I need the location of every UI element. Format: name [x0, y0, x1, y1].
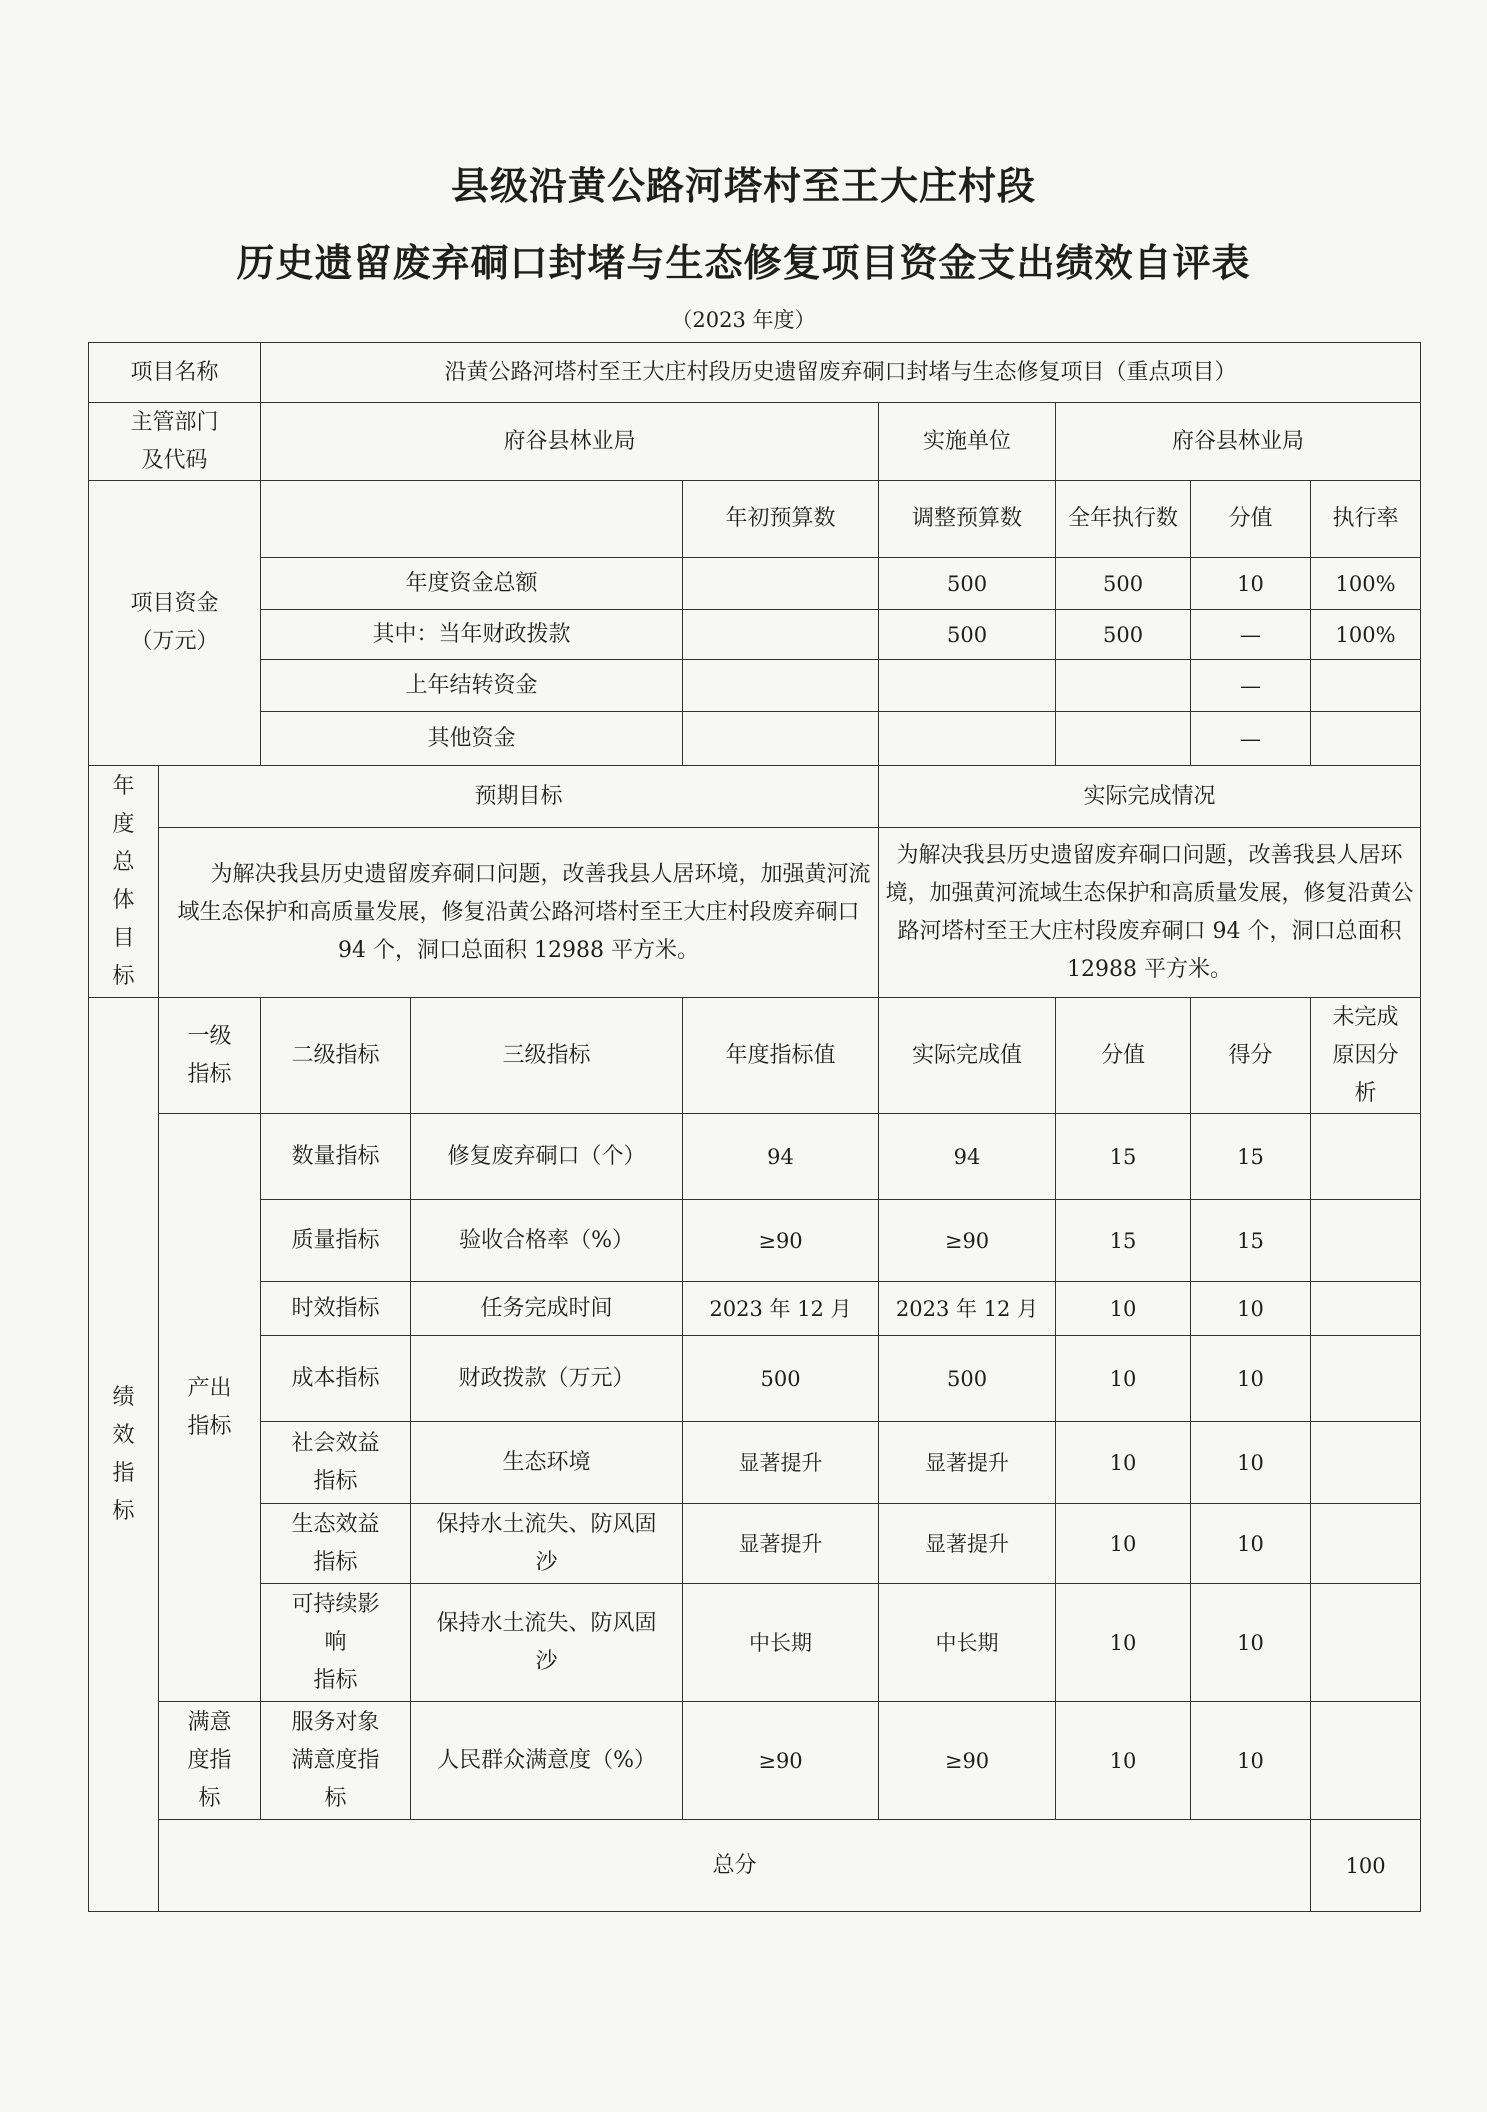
- level1-header: [159, 998, 261, 1114]
- funds-executed: 500: [1056, 558, 1191, 610]
- indicator-header-row: [89, 998, 1421, 1114]
- level2-indicator-line: 生态效益: [291, 1511, 380, 1537]
- year-label: （2023 年度）: [671, 308, 816, 332]
- funds-executed: 500: [1056, 610, 1191, 660]
- indicator-row: [89, 1282, 1421, 1336]
- level1-label-line: 标: [198, 1785, 221, 1811]
- level3-header: 三级指标: [411, 998, 683, 1114]
- expected-goal-text: 为解决我县历史遗留废弃硐口问题，改善我县人居环境，加强黄河流域生态保护和高质量发展，修复沿黄公路河塔村至王大庄村段废弃硐口 94 个，洞口总面积 12988 平方米。: [159, 828, 879, 998]
- incomplete-reason: [1311, 1702, 1421, 1820]
- goals-label-char: 年: [112, 773, 135, 799]
- project-name-row: [89, 343, 1421, 403]
- level2-indicator: [261, 1584, 411, 1702]
- funds-initial: [683, 712, 879, 766]
- level3-indicator: [411, 1282, 683, 1336]
- funds-row-name: 其他资金: [261, 712, 683, 766]
- level3-indicator-line: 沙: [535, 1549, 558, 1575]
- level2-indicator: [261, 1702, 411, 1820]
- funds-initial: [683, 660, 879, 712]
- level3-indicator: [411, 1584, 683, 1702]
- annual-target: 2023 年 12 月: [683, 1282, 879, 1336]
- level2-indicator: [261, 1504, 411, 1584]
- funds-header-blank: [261, 481, 683, 558]
- goals-label-char: 度: [112, 811, 135, 837]
- level2-indicator-line: 社会效益: [291, 1430, 380, 1456]
- level3-indicator: [411, 1336, 683, 1422]
- incomplete-reason: [1311, 1504, 1421, 1584]
- funds-header-row: [89, 481, 1421, 558]
- level3-indicator-line: 财政拨款（万元）: [458, 1365, 635, 1391]
- level2-indicator-line: 可持续影: [291, 1591, 380, 1617]
- indicator-score-value: 10: [1056, 1702, 1191, 1820]
- incomplete-reason: [1311, 1422, 1421, 1504]
- level3-indicator-line: 任务完成时间: [480, 1295, 613, 1321]
- funds-adjusted: 500: [879, 610, 1056, 660]
- level3-indicator-line: 保持水土流失、防风固: [436, 1610, 657, 1636]
- indicators-label-char: 绩: [112, 1384, 135, 1410]
- expected-goal-header: 预期目标: [159, 766, 879, 828]
- level3-indicator: [411, 1114, 683, 1200]
- indicators-label-char: 指: [112, 1460, 135, 1486]
- implementing-unit-value: 府谷县林业局: [1056, 403, 1421, 481]
- level1-label-line: 满意: [187, 1709, 232, 1735]
- indicator-score: 10: [1191, 1584, 1311, 1702]
- total-score: 100: [1311, 1820, 1421, 1912]
- funds-score-value: —: [1191, 712, 1311, 766]
- level2-indicator-line: 成本指标: [291, 1365, 380, 1391]
- level2-indicator-line: 指标: [313, 1667, 358, 1693]
- funds-initial: [683, 558, 879, 610]
- level3-indicator-line: 人民群众满意度（%）: [437, 1747, 656, 1773]
- indicators-label-char: 标: [112, 1498, 135, 1524]
- self-evaluation-table: [88, 342, 1421, 1912]
- funds-adjusted: [879, 712, 1056, 766]
- actual-value: 94: [879, 1114, 1056, 1200]
- annual-target: 显著提升: [683, 1504, 879, 1584]
- level2-indicator-line: 指标: [313, 1549, 358, 1575]
- goals-label-char: 目: [112, 925, 135, 951]
- reason-header: [1311, 998, 1421, 1114]
- annual-target: 500: [683, 1336, 879, 1422]
- funds-adjusted: [879, 660, 1056, 712]
- funds-header-cell: 年初预算数: [683, 481, 879, 558]
- level2-indicator: [261, 1200, 411, 1282]
- actual-value: 中长期: [879, 1584, 1056, 1702]
- actual-completion-text: 为解决我县历史遗留废弃硐口问题，改善我县人居环境，加强黄河流域生态保护和高质量发展，修复沿黄公路河塔村至王大庄村段废弃硐口 94 个，洞口总面积 12988 平方米。: [879, 828, 1421, 998]
- level3-indicator-line: 生态环境: [502, 1449, 591, 1475]
- satisfaction-indicator-label: [159, 1702, 261, 1820]
- level3-indicator-line: 修复废弃硐口（个）: [447, 1143, 646, 1169]
- actual-value: 500: [879, 1336, 1056, 1422]
- level3-indicator: [411, 1200, 683, 1282]
- indicators-label-char: 效: [112, 1422, 135, 1448]
- level2-indicator-line: 质量指标: [291, 1227, 380, 1253]
- indicator-score-value: 10: [1056, 1336, 1191, 1422]
- department-label-line: 及代码: [141, 447, 208, 473]
- level2-indicator-line: 数量指标: [291, 1143, 380, 1169]
- annual-target: ≥90: [683, 1200, 879, 1282]
- level2-indicator-line: 满意度指: [291, 1747, 380, 1773]
- goals-text-row: [89, 828, 1421, 998]
- goals-label: [89, 766, 159, 998]
- indicator-row: [89, 1504, 1421, 1584]
- level2-indicator-line: 指标: [313, 1468, 358, 1494]
- funds-row-name: 其中：当年财政拨款: [261, 610, 683, 660]
- actual-header: 实际完成值: [879, 998, 1056, 1114]
- funds-executed: [1056, 712, 1191, 766]
- level2-indicator: [261, 1282, 411, 1336]
- actual-value: 显著提升: [879, 1504, 1056, 1584]
- indicator-score-value: 10: [1056, 1504, 1191, 1584]
- annual-target: 94: [683, 1114, 879, 1200]
- incomplete-reason: [1311, 1584, 1421, 1702]
- total-row: [89, 1820, 1421, 1912]
- funds-rate: [1311, 712, 1421, 766]
- indicator-row: [89, 1200, 1421, 1282]
- total-label: 总分: [159, 1820, 1311, 1912]
- funds-rate: 100%: [1311, 558, 1421, 610]
- funds-rate: [1311, 660, 1421, 712]
- output-indicator-label: [159, 1114, 261, 1702]
- funds-row: [89, 610, 1421, 660]
- indicator-row: [89, 1702, 1421, 1820]
- funds-score-value: 10: [1191, 558, 1311, 610]
- indicator-score: 10: [1191, 1336, 1311, 1422]
- title-line-1: 县级沿黄公路河塔村至王大庄村段: [450, 164, 1036, 208]
- funds-header-cell: 调整预算数: [879, 481, 1056, 558]
- level2-indicator: [261, 1336, 411, 1422]
- level2-header: 二级指标: [261, 998, 411, 1114]
- level3-indicator-line: 验收合格率（%）: [459, 1227, 634, 1253]
- level2-indicator-line: 时效指标: [291, 1295, 380, 1321]
- level1-label-line: 度指: [187, 1747, 232, 1773]
- funds-executed: [1056, 660, 1191, 712]
- department-label: [89, 403, 261, 481]
- indicator-score: 10: [1191, 1702, 1311, 1820]
- project-name-label: 项目名称: [89, 343, 261, 403]
- indicator-row: [89, 1422, 1421, 1504]
- indicator-score-value: 10: [1056, 1282, 1191, 1336]
- indicator-score: 15: [1191, 1114, 1311, 1200]
- funds-score-value: —: [1191, 660, 1311, 712]
- actual-value: ≥90: [879, 1702, 1056, 1820]
- level2-indicator-line: 服务对象: [291, 1709, 380, 1735]
- annual-target: 中长期: [683, 1584, 879, 1702]
- department-row: [89, 403, 1421, 481]
- title-line-2: 历史遗留废弃硐口封堵与生态修复项目资金支出绩效自评表: [236, 241, 1251, 285]
- department-label-line: 主管部门: [130, 409, 219, 435]
- level2-indicator-line: 标: [324, 1785, 347, 1811]
- incomplete-reason: [1311, 1200, 1421, 1282]
- indicator-row: [89, 1114, 1421, 1200]
- level3-indicator: [411, 1702, 683, 1820]
- indicator-score-value: 10: [1056, 1584, 1191, 1702]
- annual-target: 显著提升: [683, 1422, 879, 1504]
- funds-row: [89, 660, 1421, 712]
- actual-value: 显著提升: [879, 1422, 1056, 1504]
- funds-row-name: 上年结转资金: [261, 660, 683, 712]
- actual-completion-header: 实际完成情况: [879, 766, 1421, 828]
- indicator-score-value: 10: [1056, 1422, 1191, 1504]
- target-header: 年度指标值: [683, 998, 879, 1114]
- actual-value: ≥90: [879, 1200, 1056, 1282]
- funds-rate: 100%: [1311, 610, 1421, 660]
- indicator-score: 10: [1191, 1282, 1311, 1336]
- indicator-row: [89, 1336, 1421, 1422]
- funds-row-name: 年度资金总额: [261, 558, 683, 610]
- level2-indicator: [261, 1114, 411, 1200]
- funds-header-cell: 分值: [1191, 481, 1311, 558]
- goals-label-char: 体: [112, 887, 135, 913]
- indicator-score: 10: [1191, 1504, 1311, 1584]
- funds-score-value: —: [1191, 610, 1311, 660]
- goals-header-row: [89, 766, 1421, 828]
- indicator-score: 15: [1191, 1200, 1311, 1282]
- reason-header-line: 析: [1354, 1080, 1377, 1106]
- funds-adjusted: 500: [879, 558, 1056, 610]
- funds-label-line: （万元）: [130, 629, 219, 654]
- funds-row: [89, 712, 1421, 766]
- funds-label: [89, 481, 261, 766]
- goals-label-char: 标: [112, 963, 135, 989]
- funds-label-line: 项目资金: [130, 591, 219, 616]
- level1-label-line: 产出: [187, 1375, 232, 1401]
- reason-header-line: 未完成: [1332, 1004, 1399, 1030]
- level1-header-line: 指标: [187, 1061, 232, 1087]
- funds-header-cell: 执行率: [1311, 481, 1421, 558]
- level3-indicator: [411, 1422, 683, 1504]
- level1-header-line: 一级: [187, 1023, 232, 1049]
- incomplete-reason: [1311, 1114, 1421, 1200]
- indicator-row: [89, 1584, 1421, 1702]
- score-header: 得分: [1191, 998, 1311, 1114]
- level2-indicator-line: 响: [324, 1629, 347, 1655]
- score-value-header: 分值: [1056, 998, 1191, 1114]
- indicator-score: 10: [1191, 1422, 1311, 1504]
- level3-indicator-line: 沙: [535, 1648, 558, 1674]
- implementing-unit-label: 实施单位: [879, 403, 1056, 481]
- actual-value: 2023 年 12 月: [879, 1282, 1056, 1336]
- funds-header-cell: 全年执行数: [1056, 481, 1191, 558]
- goals-label-char: 总: [112, 849, 135, 875]
- indicator-score-value: 15: [1056, 1200, 1191, 1282]
- level3-indicator: [411, 1504, 683, 1584]
- level1-label-line: 指标: [187, 1413, 232, 1439]
- department-value: 府谷县林业局: [261, 403, 879, 481]
- annual-target: ≥90: [683, 1702, 879, 1820]
- level2-indicator: [261, 1422, 411, 1504]
- incomplete-reason: [1311, 1282, 1421, 1336]
- funds-row: [89, 558, 1421, 610]
- project-name-value: 沿黄公路河塔村至王大庄村段历史遗留废弃硐口封堵与生态修复项目（重点项目）: [261, 343, 1421, 403]
- level3-indicator-line: 保持水土流失、防风固: [436, 1511, 657, 1537]
- indicator-score-value: 15: [1056, 1114, 1191, 1200]
- funds-initial: [683, 610, 879, 660]
- incomplete-reason: [1311, 1336, 1421, 1422]
- reason-header-line: 原因分: [1332, 1042, 1399, 1068]
- indicators-label: [89, 998, 159, 1912]
